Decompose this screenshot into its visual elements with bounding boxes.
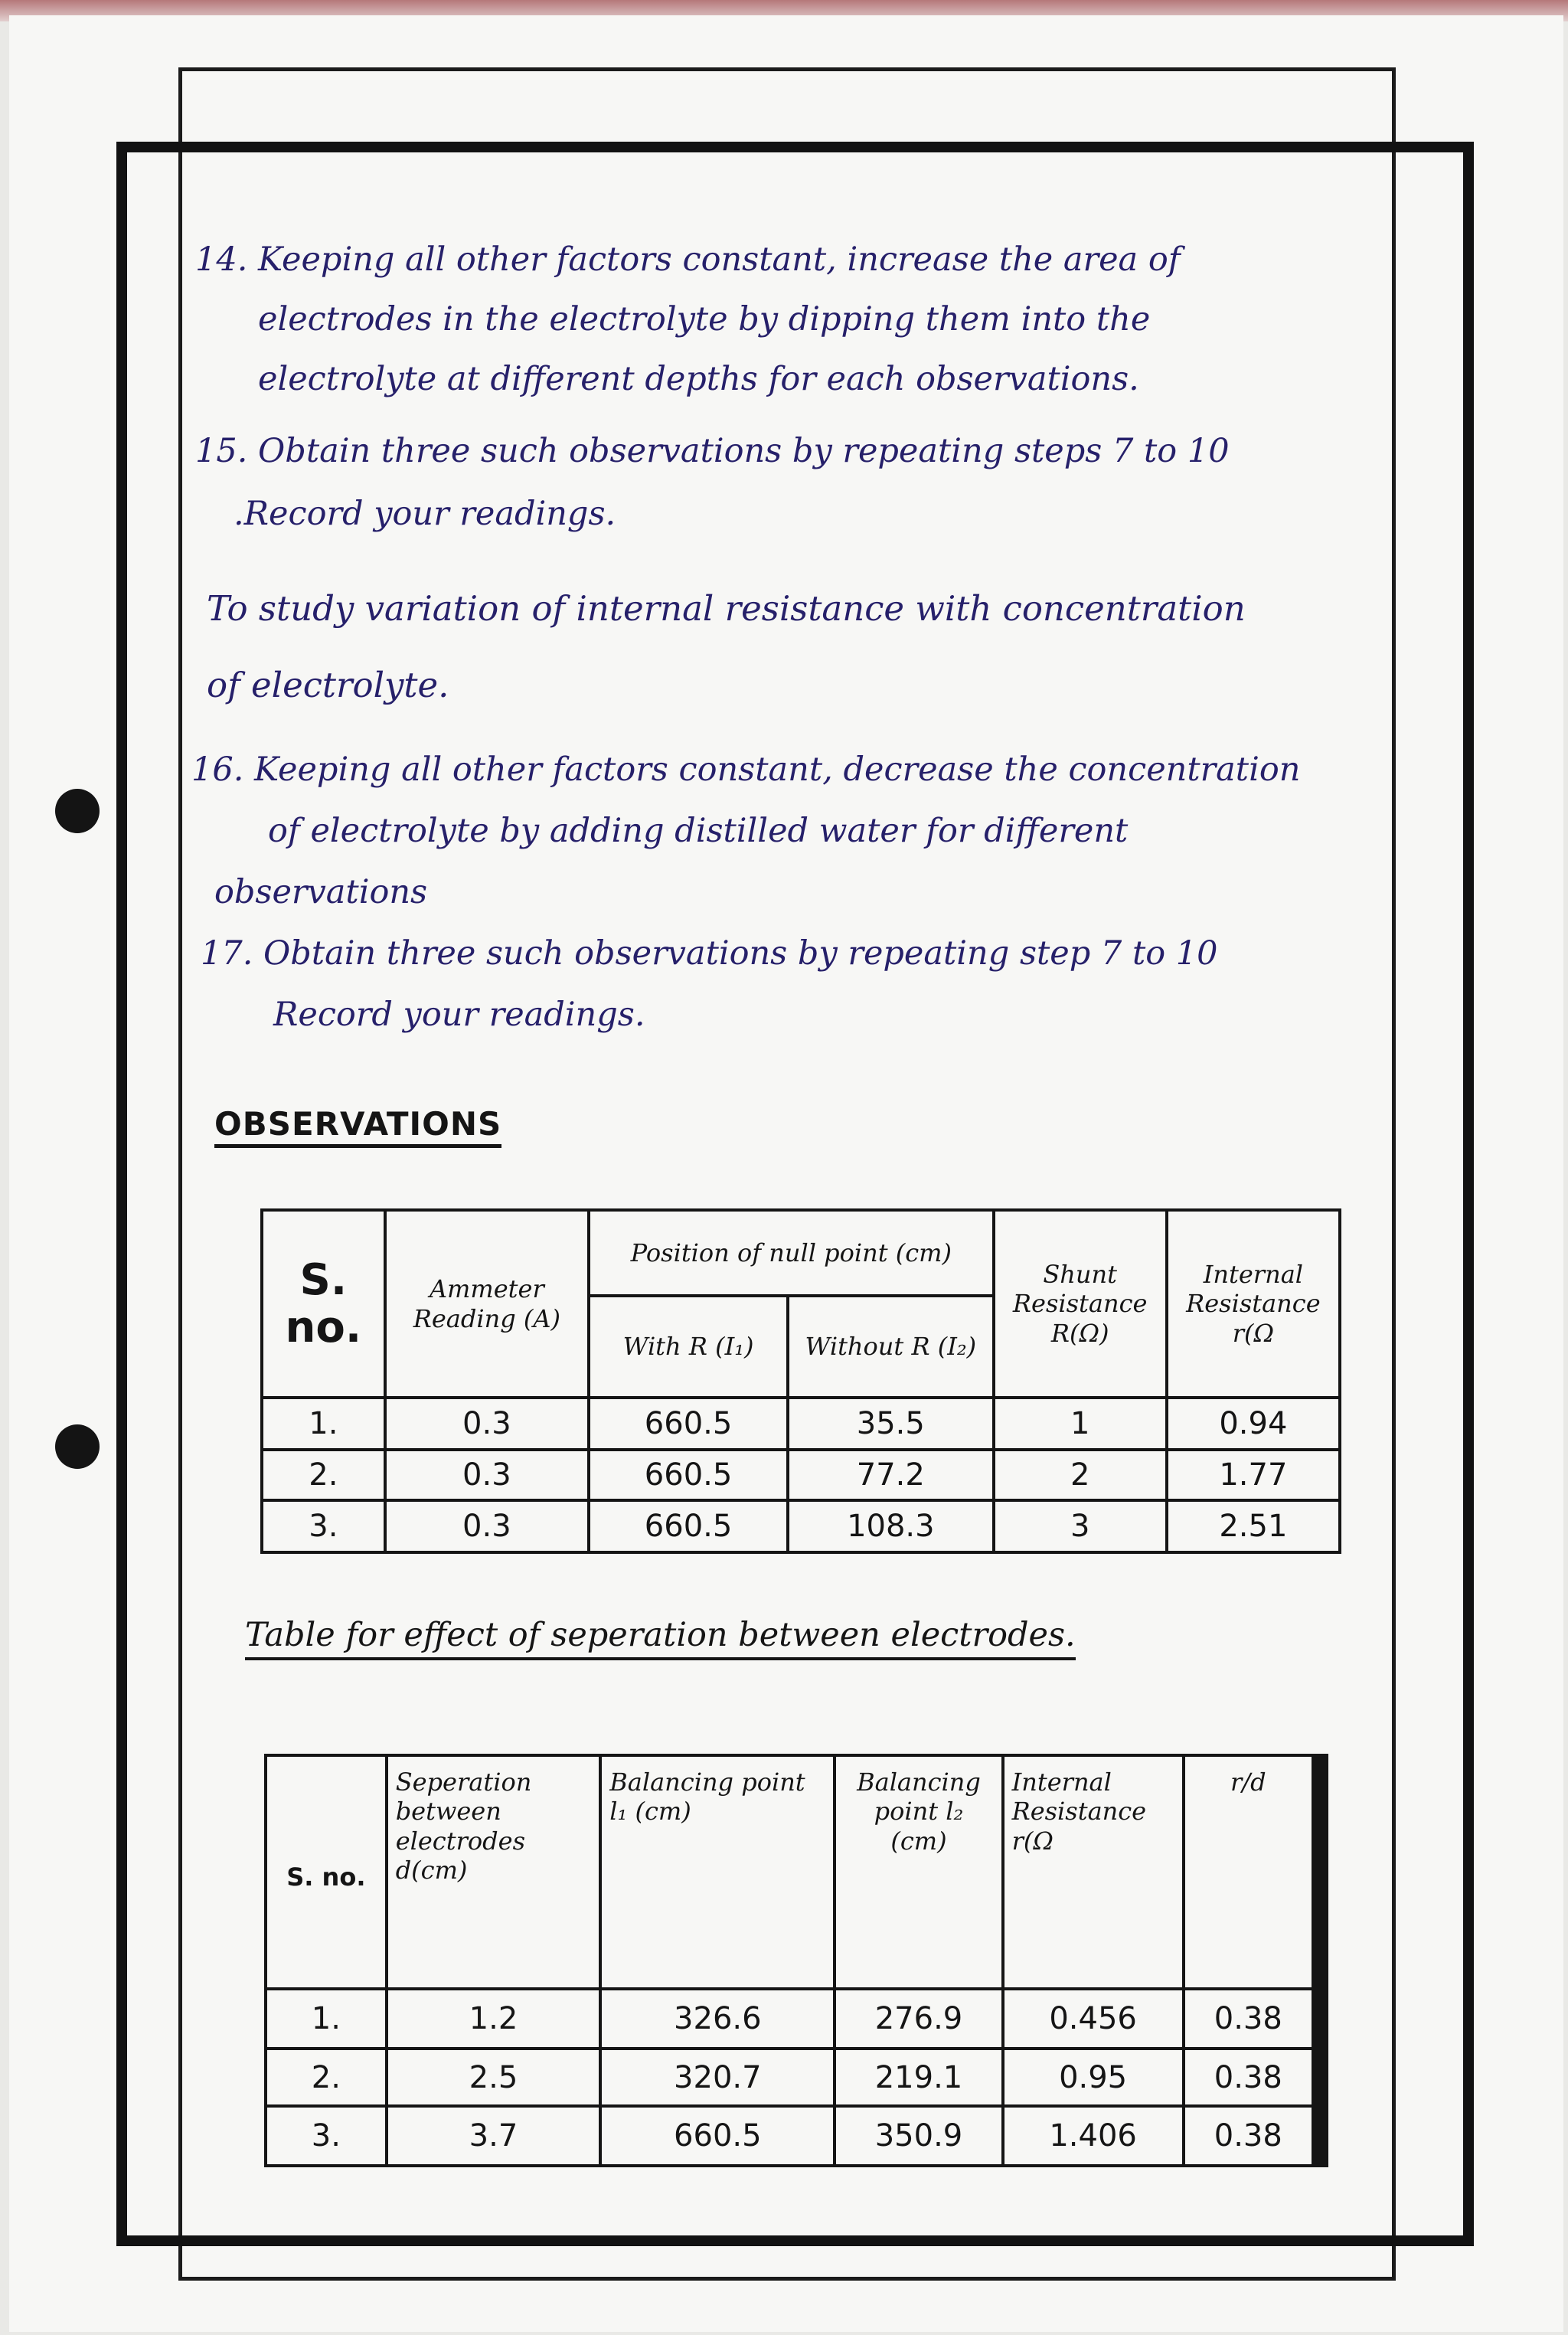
cell-separation: 3.7 — [387, 2106, 601, 2166]
cell-sno: 3. — [266, 2106, 387, 2166]
step-15 — [195, 420, 1230, 545]
cell-internal-resistance: 0.456 — [1003, 1989, 1184, 2049]
header-sno: S. no. — [266, 1755, 387, 1989]
step-16-line: observations — [214, 873, 428, 911]
header-sno: S. no. — [262, 1210, 385, 1398]
cell-balancing-point-1: 326.6 — [600, 1989, 835, 2049]
cell-ratio: 0.38 — [1184, 2106, 1320, 2166]
step-15-line: 15. Obtain three such observations by repeating steps 7 to 10 — [195, 432, 1230, 470]
punch-hole — [55, 1424, 100, 1469]
cell-balancing-point-2: 219.1 — [835, 2049, 1002, 2106]
study-line: To study variation of internal resistance with concentration — [207, 588, 1246, 629]
cell-internal: 1.77 — [1167, 1450, 1340, 1500]
study-line: of electrolyte. — [207, 665, 449, 705]
cell-with-r: 660.5 — [589, 1500, 788, 1552]
cell-ammeter: 0.3 — [385, 1450, 589, 1500]
header-internal-resistance: Internal Resistance r(Ω — [1003, 1755, 1184, 1989]
cell-with-r: 660.5 — [589, 1398, 788, 1450]
table-2-caption: Table for effect of seperation between electrodes. — [245, 1616, 1076, 1660]
step-16 — [191, 739, 1300, 923]
cell-sno: 1. — [266, 1989, 387, 2049]
header-balancing-point-1: Balancing point l₁ (cm) — [600, 1755, 835, 1989]
table-row — [266, 2049, 1320, 2106]
cell-balancing-point-2: 276.9 — [835, 1989, 1002, 2049]
step-17-line: Record your readings. — [273, 996, 645, 1034]
cell-without-r: 35.5 — [788, 1398, 993, 1450]
cell-sno: 1. — [262, 1398, 385, 1450]
cell-separation: 1.2 — [387, 1989, 601, 2049]
step-15-line: .Record your readings. — [234, 495, 616, 533]
step-17 — [201, 923, 1218, 1045]
cell-sno: 2. — [266, 2049, 387, 2106]
header-balancing-point-2: Balancing point l₂ (cm) — [835, 1755, 1002, 1989]
header-shunt: Shunt Resistance R(Ω) — [994, 1210, 1167, 1398]
header-with-r: With R (I₁) — [589, 1296, 788, 1398]
cell-without-r: 108.3 — [788, 1500, 993, 1552]
cell-ratio: 0.38 — [1184, 1989, 1320, 2049]
table-row — [262, 1398, 1340, 1450]
cell-internal: 0.94 — [1167, 1398, 1340, 1450]
observation-table-2 — [264, 1754, 1328, 2167]
table-row — [266, 1989, 1320, 2049]
study-heading — [207, 571, 1246, 724]
step-14-line: electrodes in the electrolyte by dipping them into the — [258, 300, 1151, 338]
header-internal: Internal Resistance r(Ω — [1167, 1210, 1340, 1398]
step-16-line: 16. Keeping all other factors constant, decrease the concentration — [191, 751, 1301, 789]
cell-shunt: 2 — [994, 1450, 1167, 1500]
punch-hole — [55, 789, 100, 833]
cell-internal-resistance: 1.406 — [1003, 2106, 1184, 2166]
cell-balancing-point-2: 350.9 — [835, 2106, 1002, 2166]
header-separation: Seperation between electrodes d(cm) — [387, 1755, 601, 1989]
step-14-line: electrolyte at different depths for each observations. — [258, 360, 1139, 398]
step-14 — [195, 230, 1181, 409]
cell-ratio: 0.38 — [1184, 2049, 1320, 2106]
cell-shunt: 1 — [994, 1398, 1167, 1450]
table-row — [266, 2106, 1320, 2166]
cell-internal-resistance: 0.95 — [1003, 2049, 1184, 2106]
header-null-point: Position of null point (cm) — [589, 1210, 994, 1296]
cell-balancing-point-1: 320.7 — [600, 2049, 835, 2106]
observation-table-1 — [260, 1208, 1341, 1554]
cell-sno: 2. — [262, 1450, 385, 1500]
header-ammeter: Ammeter Reading (A) — [385, 1210, 589, 1398]
cell-sno: 3. — [262, 1500, 385, 1552]
step-16-line: of electrolyte by adding distilled water for different — [268, 812, 1129, 850]
step-14-line: 14. Keeping all other factors constant, increase the area of — [195, 240, 1181, 279]
cell-shunt: 3 — [994, 1500, 1167, 1552]
cell-without-r: 77.2 — [788, 1450, 993, 1500]
header-ratio: r/d — [1184, 1755, 1320, 1989]
cell-internal: 2.51 — [1167, 1500, 1340, 1552]
cell-separation: 2.5 — [387, 2049, 601, 2106]
step-17-line: 17. Obtain three such observations by repeating step 7 to 10 — [201, 934, 1218, 973]
cell-ammeter: 0.3 — [385, 1500, 589, 1552]
cell-balancing-point-1: 660.5 — [600, 2106, 835, 2166]
cell-with-r: 660.5 — [589, 1450, 788, 1500]
table-row — [262, 1450, 1340, 1500]
header-without-r: Without R (I₂) — [788, 1296, 993, 1398]
table-row — [262, 1500, 1340, 1552]
observations-heading: OBSERVATIONS — [214, 1105, 501, 1148]
cell-ammeter: 0.3 — [385, 1398, 589, 1450]
